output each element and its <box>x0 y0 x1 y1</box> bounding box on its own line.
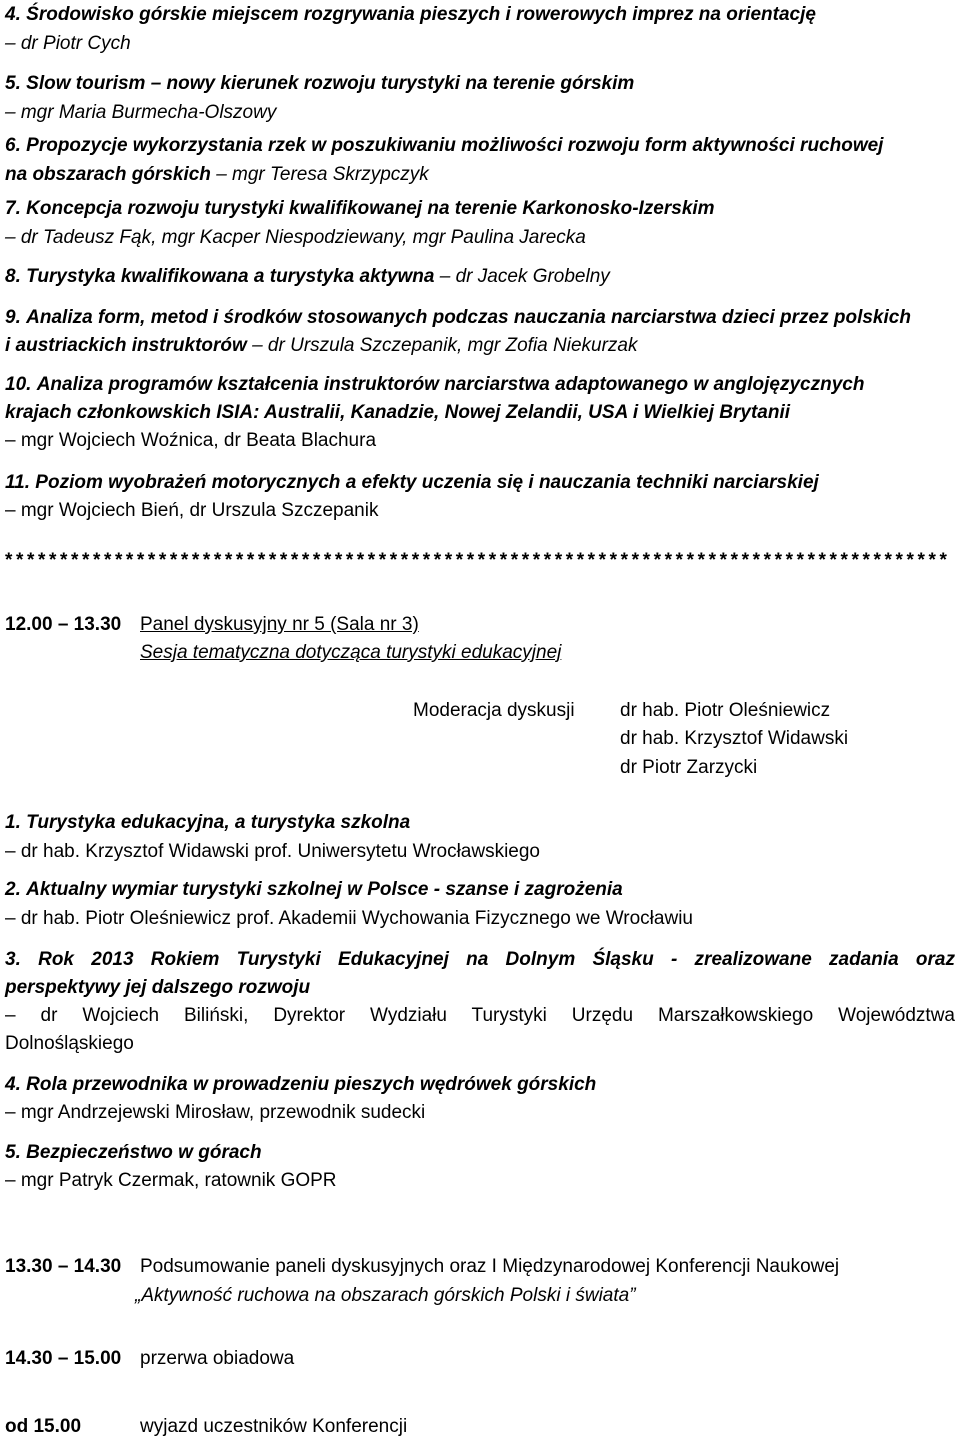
item-speakers: – dr Tadeusz Fąk, mgr Kacper Niespodziewany, mgr Paulina Jarecka <box>5 227 586 248</box>
moderator-name: dr hab. Piotr Oleśniewicz <box>620 700 831 721</box>
item-title: Analiza form, metod i środków stosowanych podczas nauczania narciarstwa dzieci przez polskich <box>26 307 911 328</box>
item-title: Rola przewodnika w prowadzeniu pieszych wędrówek górskich <box>26 1074 597 1095</box>
item-number: 5. <box>5 1142 21 1163</box>
item-title-line <box>5 71 634 97</box>
item-title-line <box>5 133 883 159</box>
item-number: 1. <box>5 812 21 833</box>
item-title-line <box>5 264 610 290</box>
schedule-time: 13.30 – 14.30 <box>5 1256 122 1277</box>
item-speakers: – dr Jacek Grobelny <box>439 266 610 287</box>
moderation-label: Moderacja dyskusji <box>413 700 575 721</box>
item-number: 5. <box>5 73 21 94</box>
item-title: Analiza programów kształcenia instruktorów narciarstwa adaptowanego w anglojęzycznych <box>36 374 865 395</box>
item-speakers-line <box>5 1003 955 1029</box>
schedule-time: 14.30 – 15.00 <box>5 1348 122 1369</box>
schedule-time: od 15.00 <box>5 1416 82 1437</box>
item-speakers: – dr hab. Piotr Oleśniewicz prof. Akademii Wychowania Fizycznego we Wrocławiu <box>5 908 693 929</box>
item-speakers: – mgr Wojciech Woźnica, dr Beata Blachura <box>5 430 377 451</box>
schedule-text: przerwa obiadowa <box>140 1348 295 1369</box>
item-speakers: – mgr Patryk Czermak, ratownik GOPR <box>5 1170 337 1191</box>
item-title-line <box>5 162 429 188</box>
item-title-line <box>5 2 816 28</box>
schedule-text-line2: „Aktywność ruchowa na obszarach górskich Polski i świata” <box>135 1285 636 1306</box>
item-number: 6. <box>5 135 21 156</box>
item-title: Środowisko górskie miejscem rozgrywania pieszych i rowerowych imprez na orientację <box>26 4 816 25</box>
item-title-line <box>5 877 623 903</box>
moderator-name: dr Piotr Zarzycki <box>620 757 758 778</box>
item-title-line <box>5 1072 596 1098</box>
item-title-line <box>5 305 911 331</box>
item-speakers-continuation: Dolnośląskiego <box>5 1033 134 1054</box>
panel-title: Panel dyskusyjny nr 5 (Sala nr 3) <box>140 614 419 635</box>
item-title-line <box>5 196 715 222</box>
item-title: Turystyka edukacyjna, a turystyka szkolna <box>26 812 411 833</box>
item-title-line <box>5 1140 262 1166</box>
item-speakers: – dr hab. Krzysztof Widawski prof. Uniwersytetu Wrocławskiego <box>5 841 540 862</box>
item-speakers: – mgr Maria Burmecha-Olszowy <box>5 102 277 123</box>
item-title-continuation: na obszarach górskich <box>5 164 211 185</box>
item-number: 11. <box>5 472 31 493</box>
item-title-line <box>5 470 819 496</box>
panel-subtitle: Sesja tematyczna dotycząca turystyki edukacyjnej <box>140 642 562 663</box>
item-title: Poziom wyobrażeń motorycznych a efekty uczenia się i nauczania techniki narciarskiej <box>35 472 819 493</box>
item-speakers: – dr Wojciech Biliński, Dyrektor Wydziału Turystyki Urzędu Marszałkowskiego Województwa <box>5 1005 955 1026</box>
item-number: 4. <box>5 1074 21 1095</box>
session-time: 12.00 – 13.30 <box>5 614 122 635</box>
item-number: 4. <box>5 4 21 25</box>
item-title-line <box>5 372 864 398</box>
moderator-name: dr hab. Krzysztof Widawski <box>620 728 849 749</box>
item-number: 10. <box>5 374 32 395</box>
schedule-text: wyjazd uczestników Konferencji <box>140 1416 408 1437</box>
item-number: 3. <box>5 949 21 970</box>
item-title: Rok 2013 Rokiem Turystyki Edukacyjnej na Dolnym Śląsku - zrealizowane zadania oraz <box>38 949 955 970</box>
item-speakers: – mgr Teresa Skrzypczyk <box>216 164 429 185</box>
item-speakers: – mgr Andrzejewski Mirosław, przewodnik sudecki <box>5 1102 426 1123</box>
item-title: Koncepcja rozwoju turystyki kwalifikowanej na terenie Karkonosko-Izerskim <box>26 198 715 219</box>
separator-line: ************************************************************************************** <box>5 550 951 571</box>
item-speakers: – mgr Wojciech Bień, dr Urszula Szczepanik <box>5 500 379 521</box>
item-title-continuation: krajach członkowskich ISIA: Australii, Kanadzie, Nowej Zelandii, USA i Wielkiej Brytanii <box>5 402 791 423</box>
item-speakers: – dr Urszula Szczepanik, mgr Zofia Niekurzak <box>252 335 638 356</box>
item-number: 9. <box>5 307 21 328</box>
item-number: 7. <box>5 198 21 219</box>
item-number: 8. <box>5 266 21 287</box>
item-title: Slow tourism – nowy kierunek rozwoju turystyki na terenie górskim <box>26 73 635 94</box>
item-title: Turystyka kwalifikowana a turystyka aktywna <box>26 266 435 287</box>
item-title: Aktualny wymiar turystyki szkolnej w Polsce - szanse i zagrożenia <box>26 879 623 900</box>
item-title-line <box>5 947 955 973</box>
item-title-line <box>5 333 638 359</box>
item-title-continuation: perspektywy jej dalszego rozwoju <box>5 977 311 998</box>
item-title: Propozycje wykorzystania rzek w poszukiwaniu możliwości rozwoju form aktywności ruchowej <box>26 135 884 156</box>
item-speakers: – dr Piotr Cych <box>5 33 131 54</box>
schedule-text: Podsumowanie paneli dyskusyjnych oraz I Międzynarodowej Konferencji Naukowej <box>140 1256 840 1277</box>
item-title-continuation: i austriackich instruktorów <box>5 335 247 356</box>
item-title: Bezpieczeństwo w górach <box>26 1142 262 1163</box>
item-number: 2. <box>5 879 21 900</box>
item-title-line <box>5 810 410 836</box>
